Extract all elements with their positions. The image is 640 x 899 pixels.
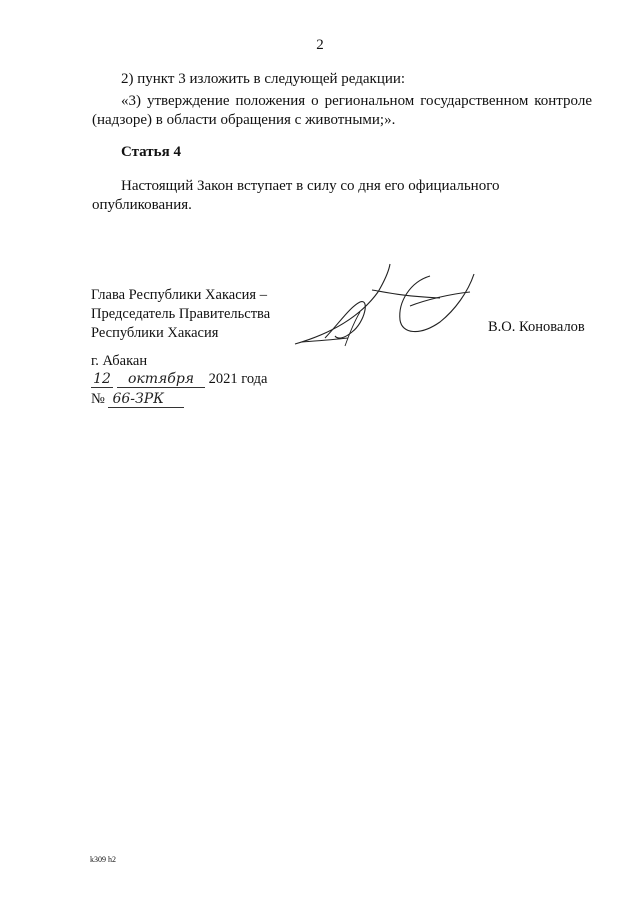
handwritten-signature [290, 262, 480, 352]
footer-code: k309 h2 [90, 855, 116, 864]
page-number: 2 [316, 37, 324, 53]
signatory-title-line-3: Республики Хакасия [91, 325, 219, 341]
signatory-title [91, 286, 270, 343]
signatory-name: В.О. Коновалов [488, 319, 585, 335]
signatory-title-line-2: Председатель Правительства [91, 306, 271, 322]
signing-date [91, 371, 267, 388]
date-day: 12 [91, 371, 113, 388]
amendment-item-2: 2) пункт 3 изложить в следующей редакции: [121, 71, 406, 87]
date-year: 2021 года [208, 371, 268, 387]
law-number [91, 391, 184, 408]
article-heading: Статья 4 [121, 144, 181, 160]
date-month: октября [117, 371, 205, 388]
amendment-item-2-text: «3) утверждение положения о региональном государственном контроле (надзоре) в области обращения с животными;». [92, 93, 592, 128]
number-value: 66-ЗРК [108, 391, 184, 408]
city: г. Абакан [91, 353, 148, 369]
article-text: Настоящий Закон вступает в силу со дня его официального опубликования. [92, 178, 500, 213]
signatory-title-line-1: Глава Республики Хакасия – [91, 287, 267, 303]
number-sign: № [91, 391, 105, 407]
